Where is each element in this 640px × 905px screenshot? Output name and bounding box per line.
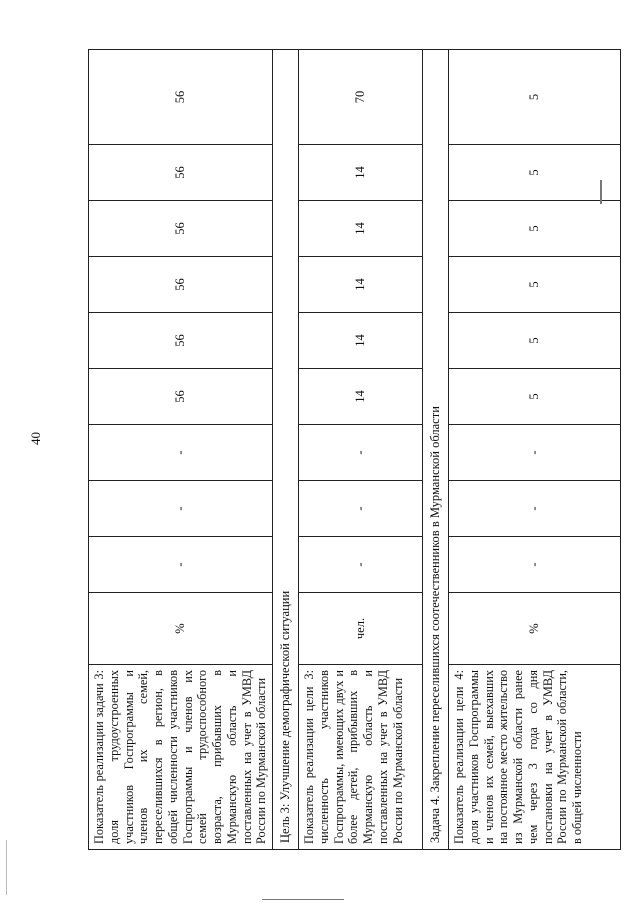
indicator-value: 56 bbox=[89, 313, 273, 369]
indicator-value: 56 bbox=[89, 145, 273, 201]
indicator-value: 56 bbox=[89, 50, 273, 145]
indicator-value: - bbox=[89, 537, 273, 593]
indicator-value: 14 bbox=[299, 313, 423, 369]
indicator-value: - bbox=[89, 425, 273, 481]
indicator-value: 5 bbox=[449, 257, 621, 313]
indicator-unit: % bbox=[449, 593, 621, 665]
indicator-value: 5 bbox=[449, 145, 621, 201]
indicator-value: 14 bbox=[299, 201, 423, 257]
indicator-value: 14 bbox=[299, 257, 423, 313]
indicator-value: - bbox=[449, 425, 621, 481]
indicator-value: 56 bbox=[89, 369, 273, 425]
indicator-value: - bbox=[299, 425, 423, 481]
indicator-value: 5 bbox=[449, 313, 621, 369]
table-row-goal3 bbox=[299, 50, 423, 850]
indicator-value: 56 bbox=[89, 257, 273, 313]
indicator-value: 5 bbox=[449, 369, 621, 425]
indicator-description: Показатель реализации цели 3: численность участников Госпрограммы, имеющих двух и более детей, прибывших в Мурманскую область и поставленных на учет в УМВД России по Мурманской области bbox=[299, 665, 423, 850]
scan-edge-mark bbox=[262, 899, 344, 900]
page-number: 40 bbox=[28, 432, 43, 445]
indicator-value: - bbox=[299, 537, 423, 593]
indicator-value: 14 bbox=[299, 145, 423, 201]
indicator-value: - bbox=[89, 481, 273, 537]
indicator-value: - bbox=[449, 481, 621, 537]
section-header-row bbox=[273, 50, 299, 850]
scan-edge-mark bbox=[600, 180, 602, 204]
section-header: Задача 4. Закрепление переселившихся соотечественников в Мурманской области bbox=[423, 50, 449, 850]
indicator-value: 5 bbox=[449, 50, 621, 145]
indicator-description: Показатель реализации цели 4: доля участников Госпрограммы и членов их семей, выехавших на постоянное место жительство из Мурманской области ранее чем через 3 года со дня постановки на учет в УМВД России по Мурманской области, в общей численности bbox=[449, 665, 621, 850]
table-row-task3 bbox=[89, 50, 273, 850]
indicator-value: 70 bbox=[299, 50, 423, 145]
indicator-description: Показатель реализации задачи 3: доля трудоустроенных участников Госпрограммы и членов их семей, переселившихся в регион, в общей численности участников Госпрограммы и членов их семей трудоспособного возраста, прибывших в Мурманскую область и поставленных на учет в УМВД России по Мурманской области bbox=[89, 665, 273, 850]
indicator-value: 56 bbox=[89, 201, 273, 257]
indicator-value: - bbox=[299, 481, 423, 537]
rotated-table-container bbox=[88, 50, 606, 850]
table-row-goal4 bbox=[449, 50, 621, 850]
section-header: Цель 3: Улучшение демографической ситуации bbox=[273, 50, 299, 850]
indicator-unit: % bbox=[89, 593, 273, 665]
scan-edge-mark bbox=[6, 840, 7, 895]
section-header-row bbox=[423, 50, 449, 850]
indicator-unit: чел. bbox=[299, 593, 423, 665]
indicators-table bbox=[88, 49, 621, 850]
indicator-value: 5 bbox=[449, 201, 621, 257]
indicator-value: - bbox=[449, 537, 621, 593]
indicator-value: 14 bbox=[299, 369, 423, 425]
